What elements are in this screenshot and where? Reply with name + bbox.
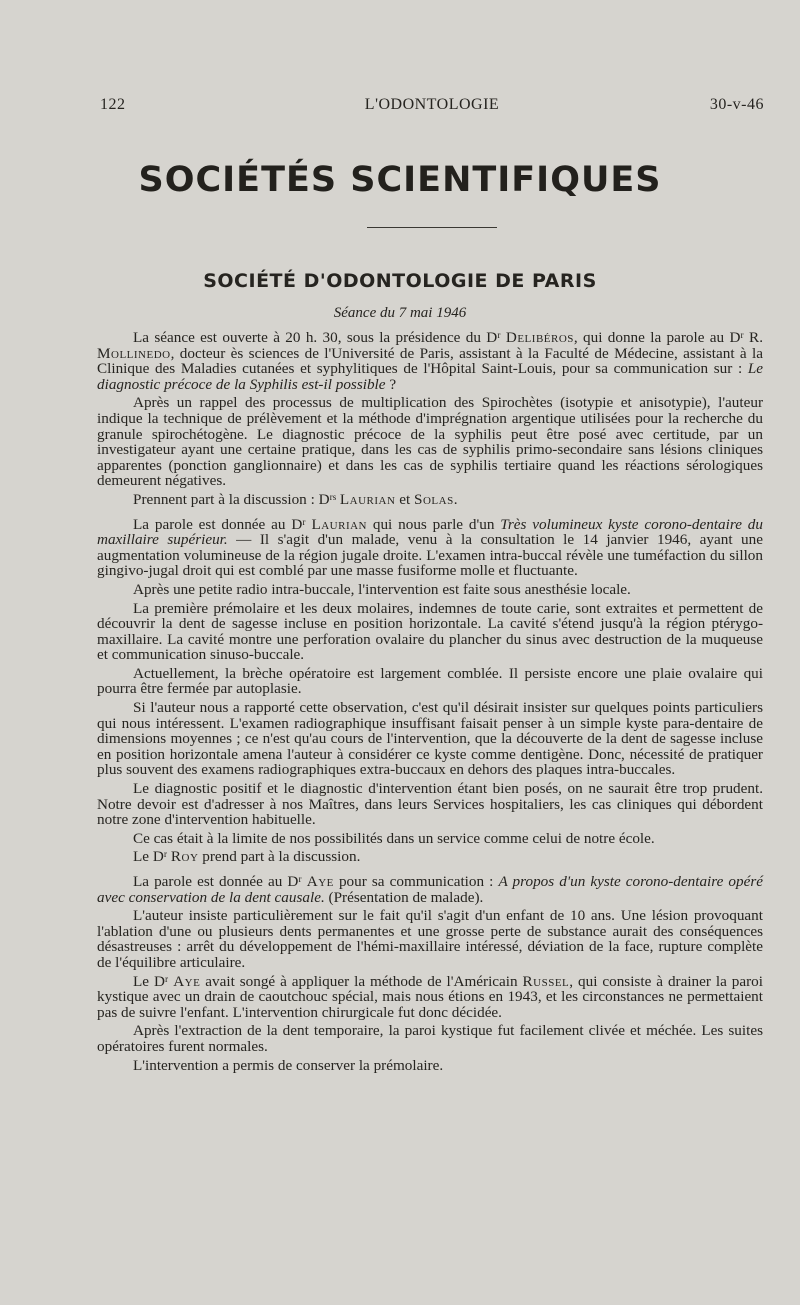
text-span: , qui consiste à drainer la paroi kystique avec un drain de caoutchouc spécial, mais nous étions en 1943, et les circonstances ne permettaient pas de suivre l'enfant. L'intervention chirurgicale fut donc décidée. xyxy=(97,972,764,1021)
section-title: SOCIÉTÉS SCIENTIFIQUES xyxy=(138,160,662,200)
journal-title: L'ODONTOLOGIE xyxy=(364,96,500,113)
paragraph-opening xyxy=(97,330,763,392)
article-body xyxy=(97,330,763,1076)
person-name: Solas xyxy=(414,490,454,508)
text-span: , docteur ès sciences de l'Université de Paris, assistant à la Faculté de Médecine, assistant à la Clinique des Maladies cutanées et syphylitiques de l'Hôpital Saint-Louis, pour sa communication sur : xyxy=(97,344,763,378)
paragraph: L'auteur insiste particulièrement sur le fait qu'il s'agit d'un enfant de 10 ans. Une lésion provoquant l'ablation d'une ou plusieurs dents permanentes et une grosse perte de substance aurait des conséquences désastreuses : arrêt du développement de l'hémi-maxillaire intéressé, déviation de la face, rupture complète de l'équilibre articulaire. xyxy=(97,907,763,971)
paragraph: Actuellement, la brèche opératoire est largement comblée. Il persiste encore une plaie ovalaire qui pourra être fermée par autoplasie. xyxy=(97,664,763,698)
text-span: La séance est ouverte à 20 h. 30, sous la présidence du Dʳ xyxy=(133,329,506,346)
paragraph: La première prémolaire et les deux molaires, indemnes de toute carie, sont extraites et permettent de découvrir la dent de sagesse incluse en position horizontale. La cavité s'étend jusqu'à la région ptérygo-maxillaire. La cavité montre une perforation ovalaire du plancher du sinus avec destruction de la muqueuse et communication sinuso-buccale. xyxy=(97,599,763,664)
communication-title: Le diagnostic précoce de la Syphilis est-il possible xyxy=(97,360,763,393)
paragraph: Après une petite radio intra-buccale, l'intervention est faite sous anesthésie locale. xyxy=(133,580,631,598)
paragraph: L'intervention a permis de conserver la prémolaire. xyxy=(133,1056,444,1074)
person-name: Delibéros xyxy=(505,329,574,346)
text-span: (Présentation de malade). xyxy=(324,888,484,906)
paragraph: Si l'auteur nous a rapporté cette observation, c'est qu'il désirait insister sur quelques points particuliers qui nous intéressent. L'examen radiographique insuffisant faisait penser à un simple kyste para-dentaire de dimensions moyennes ; ce n'est qu'au cours de l'intervention, que la découverte de la dent de sagesse incluse en position horizontale amena l'auteur à considérer ce kyste comme dentigène. Donc, nécessité de pratiquer plus souvent des examens radiographiques extra-buccaux en dehors des plaques intra-buccales. xyxy=(97,699,763,779)
paragraph-communication xyxy=(97,874,763,905)
communication-title: A propos d'un kyste corono-dentaire opéré avec conservation de la dent causale. xyxy=(97,873,764,906)
person-name: Aye xyxy=(173,972,201,990)
title-rule xyxy=(367,227,497,228)
text-span: et xyxy=(395,490,415,508)
text-span: La parole est donnée au Dʳ xyxy=(133,873,307,890)
text-span: Le Dʳ xyxy=(133,972,174,990)
text-span: . xyxy=(453,490,458,508)
communication-title: Très volumineux kyste corono-dentaire du maxillaire supérieur. xyxy=(97,515,763,549)
text-span: pour sa communication : xyxy=(333,873,499,890)
paragraph-discussion xyxy=(97,849,763,865)
text-span: prend part à la discussion. xyxy=(198,848,361,866)
paragraph-communication xyxy=(97,517,763,579)
text-span: ? xyxy=(385,375,397,393)
person-name: Laurian xyxy=(339,490,396,508)
text-span: qui nous parle d'un xyxy=(367,515,501,533)
text-span: La parole est donnée au Dʳ xyxy=(133,515,312,533)
society-title: SOCIÉTÉ D'ODONTOLOGIE DE PARIS xyxy=(203,270,597,292)
person-name: Roy xyxy=(170,848,199,866)
session-date: Séance du 7 mai 1946 xyxy=(333,305,467,321)
paragraph-discussion xyxy=(97,492,763,508)
text-span: Le Dʳ xyxy=(133,848,171,866)
issue-date: 30-v-46 xyxy=(709,96,764,113)
person-name: Russel xyxy=(522,972,570,990)
text-span: — Il s'agit d'un malade, venu à la consultation le 14 janvier 1946, ayant une augmentation volumineuse de la région jugale droite. L'examen intra-buccal révèle une tuméfaction du sillon gingivo-jugal droit qui est comblé par une masse fusiforme molle et fluctuante. xyxy=(97,531,763,580)
paragraph: Ce cas était à la limite de nos possibilités dans un service comme celui de notre école. xyxy=(133,829,655,847)
page-number: 122 xyxy=(100,96,126,113)
text-span: , qui donne la parole au Dʳ R. xyxy=(573,329,763,346)
text-span: avait songé à appliquer la méthode de l'Américain xyxy=(200,972,523,990)
paragraph: Le diagnostic positif et le diagnostic d'intervention étant bien posés, on ne saurait être trop prudent. Notre devoir est d'adresser à nos Maîtres, dans leurs Services hospitaliers, les cas cliniques qui débordent notre zone d'intervention habituelle. xyxy=(97,780,763,829)
paragraph: Après l'extraction de la dent temporaire, la paroi kystique fut facilement clivée et méchée. Les suites opératoires furent normales. xyxy=(97,1022,763,1055)
person-name: Mollinedo xyxy=(97,344,171,362)
person-name: Laurian xyxy=(311,515,368,533)
text-span: Prennent part à la discussion : Dʳˢ xyxy=(133,490,340,508)
paragraph xyxy=(97,974,763,1021)
person-name: Aye xyxy=(306,873,334,890)
paragraph: Après un rappel des processus de multiplication des Spirochètes (isotypie et anisotypie), l'auteur indique la technique de prélèvement et la méthode d'imprégnation argentique utilisées pour la recherche du granule spirochétogène. Le diagnostic précoce de la syphilis peut être posé avec certitude, par un investigateur ayant une certaine pratique, dans les cas de syphilis primo-secondaire sans lésions cliniques apparentes (ponction ganglionnaire) et dans les cas de syphilis tertiaire quand les réactions sérologiques demeurent négatives. xyxy=(97,394,763,490)
